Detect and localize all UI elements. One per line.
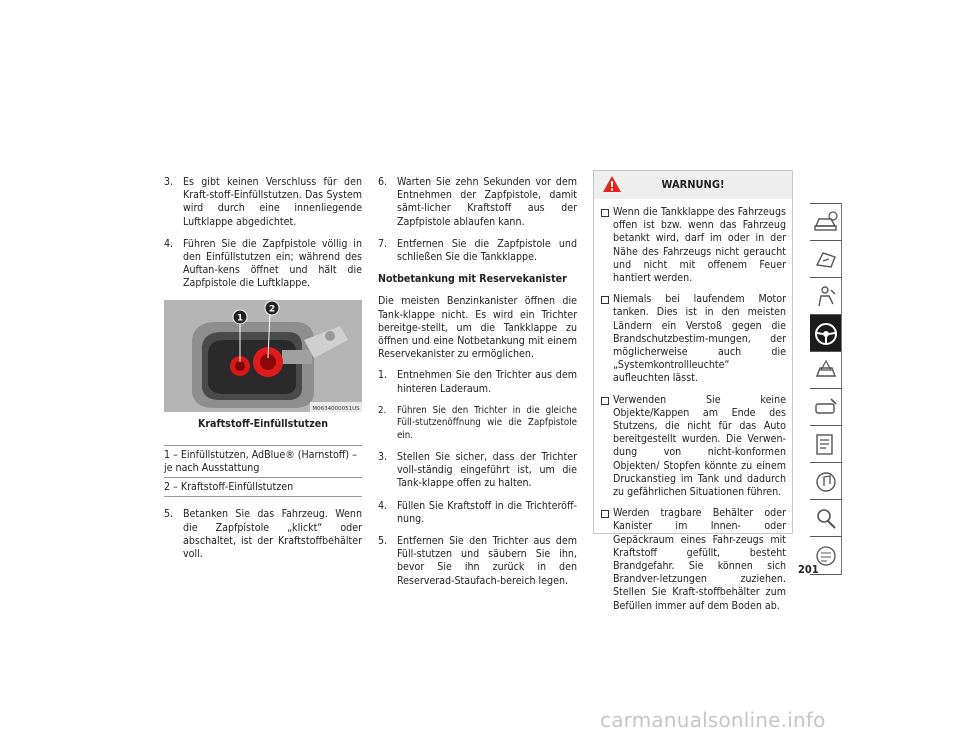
- sub-step-2: 2. Führen Sie den Trichter in die gleiche Füll-stutzenöffnung wie die Zapfpistole ein.: [378, 404, 577, 441]
- step-4: 4. Führen Sie die Zapfpistole völlig in den Einfüllstutzen ein; während des Auftan-kens öffnet und hält die Zapfpistole die Luftklappe.: [164, 237, 362, 290]
- middle-column: [378, 176, 577, 597]
- legend-item-2: 2 – Kraftstoff-Einfüllstutzen: [164, 477, 362, 497]
- tab-service[interactable]: [810, 388, 842, 426]
- page-number: 201: [798, 563, 819, 576]
- dashboard-lights-icon: [813, 247, 839, 273]
- car-service-icon: [813, 395, 839, 421]
- step-5: 5. Betanken Sie das Fahrzeug. Wenn die Zapfpistole „klickt“ oder abschaltet, ist der Kraftstoffbehälter voll.: [164, 508, 362, 561]
- warning-item: Werden tragbare Behälter oder Kanister im Innen- oder Gepäckraum eines Fahr-zeugs mit Kraftstoff gefüllt, besteht Brandgefahr. Sie können sich Brandver-letzungen zuziehen. Stellen Sie Kraft-stoffbehälter zum Befüllen immer auf dem Boden ab.: [600, 507, 786, 613]
- search-icon: [813, 506, 839, 532]
- figure-callout-1: 1: [236, 313, 244, 324]
- sub-step-5: 5. Entfernen Sie den Trichter aus dem Füll-stutzen und säubern Sie ihn, bevor Sie ihn zurück in den Reserverad-Staufach-bereich legen.: [378, 535, 577, 587]
- tab-emergency[interactable]: [810, 351, 842, 389]
- section-heading: Notbetankung mit Reservekanister: [378, 273, 567, 286]
- figure-code: M0634000051US: [312, 405, 360, 412]
- steering-wheel-icon: [813, 321, 839, 347]
- footer-watermark: carmanualsonline.info: [600, 708, 826, 732]
- car-info-icon: [813, 210, 839, 236]
- figure-callout-2: 2: [268, 304, 276, 315]
- legend-item-1: 1 – Einfüllstutzen, AdBlue® (Harnstoff) – je nach Ausstattung: [164, 445, 362, 477]
- specs-list-icon: [813, 432, 839, 458]
- warning-title: WARNUNG!: [661, 178, 725, 191]
- step-7: 7. Entfernen Sie die Zapfpistole und schließen Sie die Tankklappe.: [378, 237, 577, 264]
- tab-specs[interactable]: [810, 425, 842, 463]
- warning-triangle-icon: [602, 175, 622, 193]
- music-note-icon: [813, 469, 839, 495]
- left-column: [164, 176, 362, 570]
- warning-item: Niemals bei laufendem Motor tanken. Dies ist in den meisten Ländern ein Verstoß gegen die Brandschutzbestim-mungen, der möglicherweise auch die „Systemkontrollleuchte“ aufleuchten lässt.: [600, 293, 786, 385]
- sub-step-4: 4. Füllen Sie Kraftstoff in die Trichteröff-nung.: [378, 499, 577, 525]
- warning-body: [594, 199, 792, 613]
- warning-item: Wenn die Tankklappe des Fahrzeugs offen ist bzw. wenn das Fahrzeug betankt wird, darf im oder in der Nähe des Fahrzeugs nicht geraucht und nicht mit offenem Feuer hantiert werden.: [600, 206, 786, 285]
- warning-box: [593, 170, 793, 612]
- tab-multimedia[interactable]: [810, 462, 842, 500]
- tab-dashboard[interactable]: [810, 240, 842, 278]
- warning-header: [594, 171, 792, 199]
- fuel-filler-illustration: [164, 300, 362, 412]
- warning-item: Verwenden Sie keine Objekte/Kappen am Ende des Stutzens, die nicht für das Auto bereitgestellt wurden. Die Verwen-dung von nicht-konformen Objekten/ Stopfen könnte zu einem Druckanstieg im Tank und dadurch zu gefährlichen Situationen führen.: [600, 394, 786, 500]
- sub-step-3: 3. Stellen Sie sicher, dass der Trichter voll-ständig eingeführt ist, um die Tank-klappe offen zu halten.: [378, 451, 577, 490]
- step-6: 6. Warten Sie zehn Sekunden vor dem Entnehmen der Zapfpistole, damit sämt-licher Kraftstoff aus der Zapfpistole ablaufen kann.: [378, 176, 577, 228]
- tab-driving[interactable]: [810, 314, 842, 352]
- seat-person-icon: [813, 284, 839, 310]
- car-warning-icon: [813, 358, 839, 384]
- step-3: 3. Es gibt keinen Verschluss für den Kraft-stoff-Einfüllstutzen. Das System wird durch eine innenliegende Luftklappe abgedichtet.: [164, 176, 362, 228]
- figure-caption: Kraftstoff-Einfüllstutzen: [197, 417, 329, 430]
- tab-car-info[interactable]: [810, 203, 842, 241]
- fuel-filler-photo: [164, 300, 362, 412]
- tab-index[interactable]: [810, 499, 842, 537]
- section-intro: Die meisten Benzinkanister öffnen die Tank-klappe nicht. Es wird ein Trichter bereitge-stellt, um die Tankklappe zu öffnen und eine Notbetankung mit einem Reservekanister zu ermöglichen.: [378, 295, 577, 361]
- tab-seats[interactable]: [810, 277, 842, 315]
- sub-step-1: 1. Entnehmen Sie den Trichter aus dem hinteren Laderaum.: [378, 369, 577, 395]
